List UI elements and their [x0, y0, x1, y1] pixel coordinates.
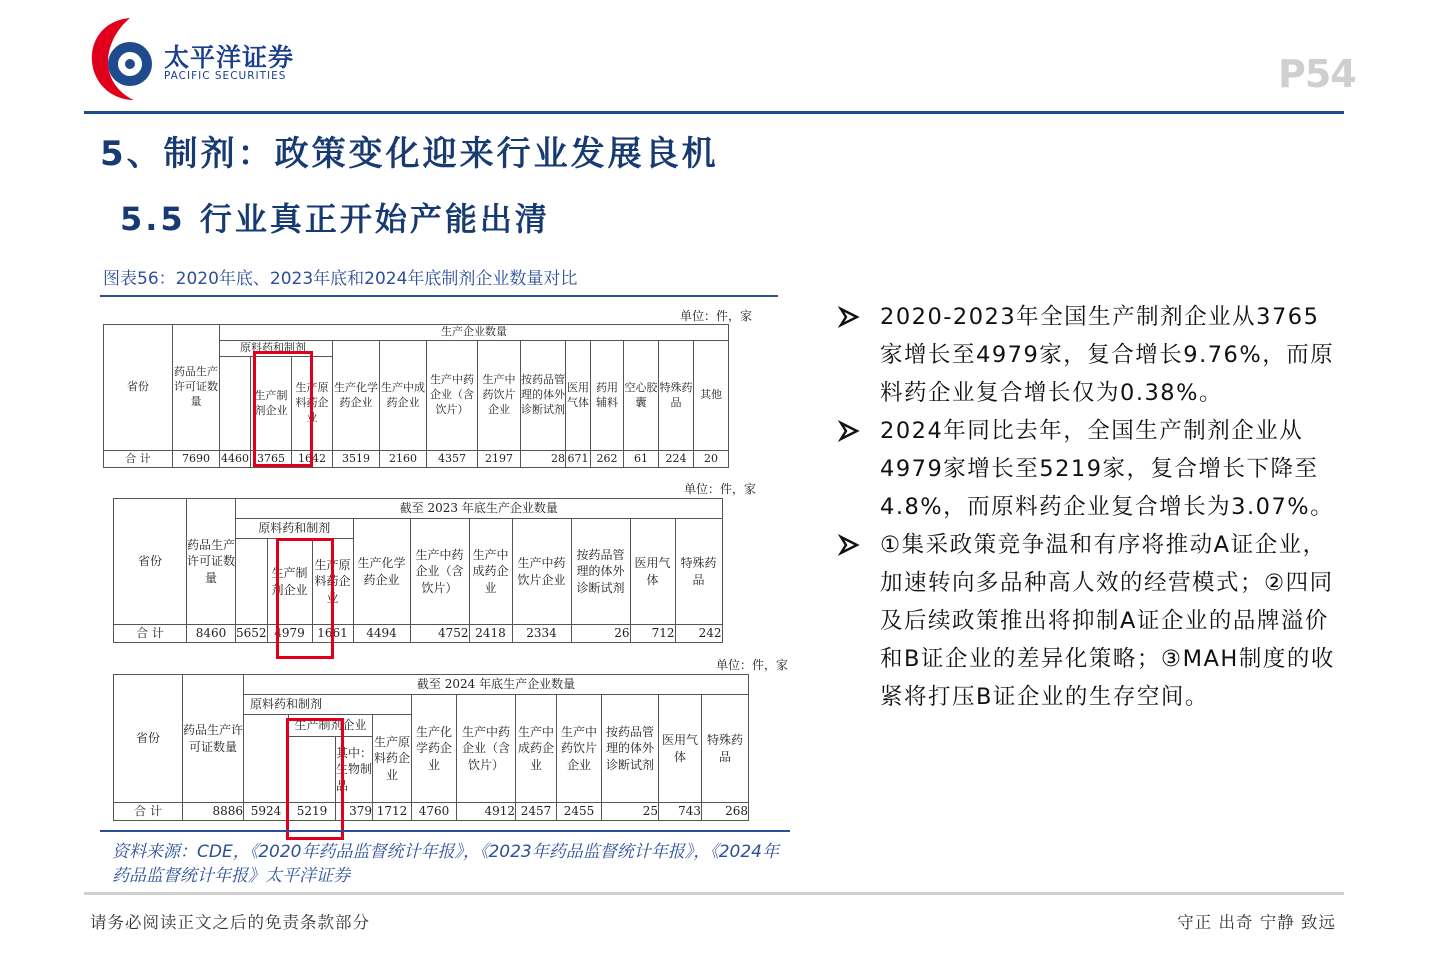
table2023-subgroup: 原料药和制剂	[236, 519, 354, 539]
table2020-total-ivd: 28	[521, 451, 566, 468]
table2020-total-special: 224	[659, 451, 694, 468]
bullet-item	[838, 412, 1338, 526]
header-divider	[84, 111, 1344, 114]
table2023-header-tcm: 生产中药企业（含饮片）	[410, 519, 469, 625]
table2020-unit: 单位：件，家	[680, 309, 753, 323]
table2020-header-gas: 医用气体	[566, 341, 591, 451]
logo-chinese-name: 太平洋证券	[164, 43, 295, 72]
figure-caption: 图表56：2020年底、2023年底和2024年底制剂企业数量对比	[103, 269, 578, 289]
table2023-total-license: 8460	[187, 625, 236, 643]
table2020-header-api-prep	[220, 357, 251, 451]
table2024-header-ivd: 按药品管理的体外诊断试剂	[602, 695, 659, 803]
table2023-header-prep: 生产制剂企业	[267, 539, 312, 625]
table2020-total-api-prep: 4460	[220, 451, 251, 468]
table2023-total-api: 1661	[312, 625, 353, 643]
table2024-header-bio: 其中：生物制品	[336, 737, 373, 803]
table2024-total-cpm: 2457	[516, 803, 557, 821]
table2023-unit: 单位：件，家	[684, 482, 757, 496]
table2020-header-special: 特殊药品	[659, 341, 694, 451]
table2024-header-special: 特殊药品	[702, 695, 749, 803]
table2024-header-license: 药品生产许可证数量	[183, 675, 244, 803]
table2024-total-bio: 379	[336, 803, 373, 821]
table2020-header-license: 药品生产许可证数量	[173, 325, 220, 451]
table2023-header-special: 特殊药品	[675, 519, 722, 625]
table2020-header-other: 其他	[694, 341, 729, 451]
table2024-header-gas: 医用气体	[659, 695, 702, 803]
table2020-header-chem: 生产化学药企业	[333, 341, 380, 451]
table2024-total-ivd: 25	[602, 803, 659, 821]
table2024-header-tcm: 生产中药企业（含饮片）	[457, 695, 516, 803]
table2023-header-api: 生产原料药企业	[312, 539, 353, 625]
table-2020	[103, 324, 729, 468]
highlight-2024-prep	[286, 718, 344, 840]
bullet-text: 2020-2023年全国生产制剂企业从3765家增长至4979家，复合增长9.76%，而原料药企业复合增长仅为0.38%。	[880, 304, 1335, 406]
table2020-header-api: 生产原料药企业	[292, 357, 333, 451]
table2024-header-chem: 生产化学药企业	[412, 695, 457, 803]
table2023-group-header: 截至 2023 年底生产企业数量	[236, 499, 723, 519]
arrow-bullet-icon	[838, 534, 860, 556]
table2023-total-api-prep: 5652	[236, 625, 268, 643]
table2024-unit: 单位：件，家	[716, 658, 789, 672]
table2024-total-license: 8886	[183, 803, 244, 821]
table2020-total-label: 合 计	[104, 451, 173, 468]
footer-motto: 守正 出奇 宁静 致远	[1177, 913, 1336, 932]
table2020-total-tcm: 4357	[427, 451, 478, 468]
table2024-header-api-prep	[244, 715, 289, 803]
pacific-logo-icon	[86, 14, 162, 104]
page-number: P54	[1278, 52, 1356, 96]
table2020-subgroup: 原料药和制剂	[220, 341, 333, 357]
table2024-header-prep: 生产制剂企业	[289, 715, 373, 737]
table2020-header-province: 省份	[104, 325, 173, 451]
table2023-total-gas: 712	[630, 625, 675, 643]
table2024-total-prep: 5219	[289, 803, 336, 821]
table2020-total-prep: 3765	[251, 451, 292, 468]
table-2024	[113, 674, 749, 821]
table2023-header-cpm: 生产中成药企业	[469, 519, 512, 625]
bullet-text: 2024年同比去年，全国生产制剂企业从4979家增长至5219家，复合增长下降至4.8%，而原料药企业复合增长为3.07%。	[880, 418, 1335, 520]
table2023-total-label: 合 计	[114, 625, 187, 643]
table2024-total-gas: 743	[659, 803, 702, 821]
table2023-total-tcm: 4752	[410, 625, 469, 643]
table2020-group-header: 生产企业数量	[220, 325, 729, 341]
footer-divider	[84, 892, 1344, 895]
table2020-total-excip: 262	[591, 451, 624, 468]
table2023-header-province: 省份	[114, 499, 187, 625]
table2020-header-cpm: 生产中成药企业	[380, 341, 427, 451]
table2020-total-gas: 671	[566, 451, 591, 468]
logo-english-name: PACIFIC SECURITIES	[164, 70, 287, 82]
table2024-total-api: 1712	[373, 803, 412, 821]
table2024-total-tcm: 4912	[457, 803, 516, 821]
table2024-header-cpm: 生产中成药企业	[516, 695, 557, 803]
bullet-item	[838, 526, 1338, 716]
figure-top-rule	[100, 295, 778, 297]
key-points	[838, 298, 1338, 716]
table2023-total-special: 242	[675, 625, 722, 643]
table2024-total-special: 268	[702, 803, 749, 821]
table2020-header-tcm-slice: 生产中药饮片企业	[478, 341, 521, 451]
table2023-total-tcm-slice: 2334	[512, 625, 571, 643]
table2020-header-tcm: 生产中药企业（含饮片）	[427, 341, 478, 451]
table2023-header-chem: 生产化学药企业	[353, 519, 410, 625]
section-title: 5、制剂：政策变化迎来行业发展良机	[100, 134, 719, 174]
table2024-header-api: 生产原料药企业	[373, 715, 412, 803]
bullet-item	[838, 298, 1338, 412]
table2024-group-header: 截至 2024 年底生产企业数量	[244, 675, 749, 695]
table2023-total-prep: 4979	[267, 625, 312, 643]
table2024-total-tcm-slice: 2455	[557, 803, 602, 821]
table2020-total-api: 1642	[292, 451, 333, 468]
highlight-2023-prep	[276, 538, 334, 659]
table2020-header-ivd: 按药品管理的体外诊断试剂	[521, 341, 566, 451]
table2024-total-api-prep: 5924	[244, 803, 289, 821]
figure-bottom-rule	[100, 830, 790, 832]
table2020-header-capsule: 空心胶囊	[624, 341, 659, 451]
table2020-total-other: 20	[694, 451, 729, 468]
table-2023	[113, 498, 723, 643]
arrow-bullet-icon	[838, 306, 860, 328]
arrow-bullet-icon	[838, 420, 860, 442]
subsection-title: 5.5 行业真正开始产能出清	[120, 200, 550, 238]
table2020-total-cpm: 2160	[380, 451, 427, 468]
table2020-header-excip: 药用辅料	[591, 341, 624, 451]
table2020-total-capsule: 61	[624, 451, 659, 468]
table2023-total-ivd: 26	[571, 625, 630, 643]
table2020-total-tcm-slice: 2197	[478, 451, 521, 468]
bullet-text: ①集采政策竞争温和有序将推动A证企业，加速转向多品种高人效的经营模式；②四同及后续政策推出将抑制A证企业的品牌溢价和B证企业的差异化策略；③MAH制度的收紧将打压B证企业的生存空间。	[880, 532, 1335, 710]
source-note: 资料来源：CDE，《2020年药品监督统计年报》，《2023年药品监督统计年报》，《2024年药品监督统计年报》太平洋证券	[112, 842, 779, 886]
table2023-total-cpm: 2418	[469, 625, 512, 643]
table2024-total-chem: 4760	[412, 803, 457, 821]
table2023-header-ivd: 按药品管理的体外诊断试剂	[571, 519, 630, 625]
table2020-total-license: 7690	[173, 451, 220, 468]
table2023-header-gas: 医用气体	[630, 519, 675, 625]
footer-disclaimer: 请务必阅读正文之后的免责条款部分	[90, 913, 370, 932]
table2023-total-chem: 4494	[353, 625, 410, 643]
table2020-total-chem: 3519	[333, 451, 380, 468]
table2020-header-prep: 生产制剂企业	[251, 357, 292, 451]
table2024-header-tcm-slice: 生产中药饮片企业	[557, 695, 602, 803]
table2023-header-license: 药品生产许可证数量	[187, 499, 236, 625]
table2024-header-province: 省份	[114, 675, 183, 803]
highlight-2020-prep	[253, 351, 313, 467]
table2024-total-label: 合 计	[114, 803, 183, 821]
table2023-header-tcm-slice: 生产中药饮片企业	[512, 519, 571, 625]
company-logo	[86, 14, 306, 104]
table2024-subgroup: 原料药和制剂	[244, 695, 412, 715]
table2023-header-api-prep	[236, 539, 268, 625]
